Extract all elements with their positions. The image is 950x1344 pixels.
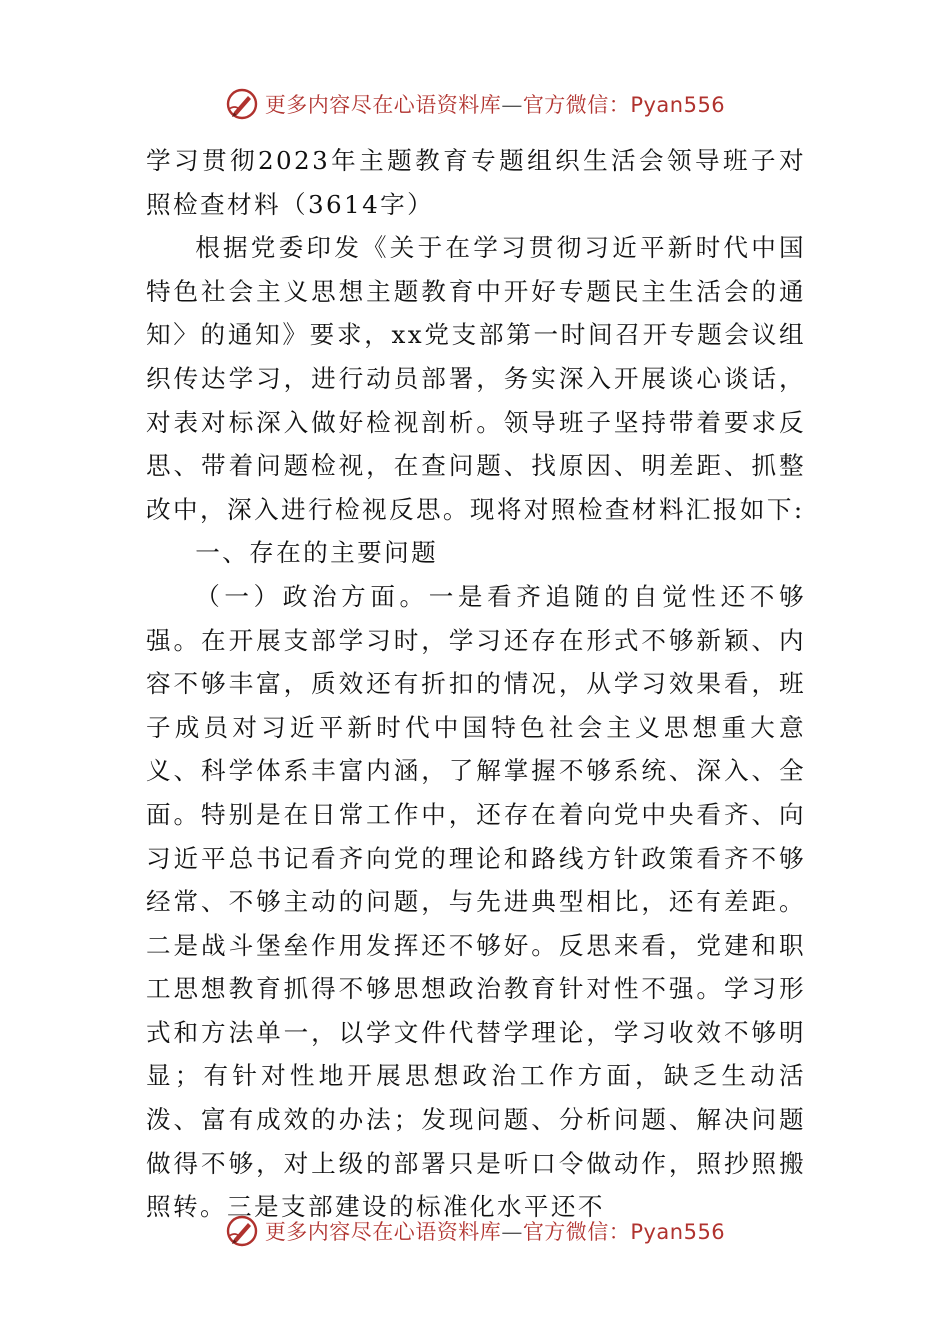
banner-separator: — xyxy=(501,93,523,117)
body-paragraph: （一）政治方面。一是看齐追随的自觉性还不够强。在开展支部学习时，学习还存在形式不够新颖、内容不够丰富，质效还有折扣的情况，从学习效果看，班子成员对习近平新时代中国特色社会主义思想重大意义、科学体系丰富内涵，了解掌握不够系统、深入、全面。特别是在日常工作中，还存在着向党中央看齐、向习近平总书记看齐向党的理论和路线方针政策看齐不够经常、不够主动的问题，与先进典型相比，还有差距。二是战斗堡垒作用发挥还不够好。反思来看，党建和职工思想教育抓得不够思想政治教育针对性不强。学习形式和方法单一，以学文件代替学理论，学习收效不够明显；有针对性地开展思想政治工作方面，缺乏生动活泼、富有成效的办法；发现问题、分析问题、解决问题做得不够，对上级的部署只是听口令做动作，照抄照搬照转。三是支部建设的标准化水平还不 xyxy=(146,581,806,1222)
banner-main-text: 更多内容尽在心语资料库 xyxy=(264,1220,502,1244)
banner-separator: — xyxy=(501,1220,523,1244)
footer-watermark-banner xyxy=(0,1211,950,1251)
intro-paragraph: 根据党委印发《关于在学习贯彻习近平新时代中国特色社会主义思想主题教育中开好专题民主生活会的通知〉的通知》要求，xx党支部第一时间召开专题会议组织传达学习，进行动员部署，务实深入开展谈心谈话，对表对标深入做好检视剖析。领导班子坚持带着要求反思、带着问题检视，在查问题、找原因、明差距、抓整改中，深入进行检视反思。现将对照检查材料汇报如下: xyxy=(146,233,806,524)
banner-text xyxy=(265,89,725,119)
section-heading: 一、存在的主要问题 xyxy=(195,538,439,568)
banner-main-text: 更多内容尽在心语资料库 xyxy=(264,93,502,117)
document-title: 学习贯彻2023年主题教育专题组织生活会领导班子对照检查材料（3614字） xyxy=(146,146,806,219)
banner-wechat-id: Pyan556 xyxy=(630,93,726,117)
banner-wechat-id: Pyan556 xyxy=(630,1220,726,1244)
document-body xyxy=(146,139,806,1229)
pen-logo-icon xyxy=(225,1214,259,1248)
banner-text xyxy=(265,1216,725,1246)
banner-wechat-label: 官方微信： xyxy=(522,93,631,117)
header-watermark-banner xyxy=(0,84,950,124)
pen-logo-icon xyxy=(225,87,259,121)
banner-wechat-label: 官方微信： xyxy=(522,1220,631,1244)
